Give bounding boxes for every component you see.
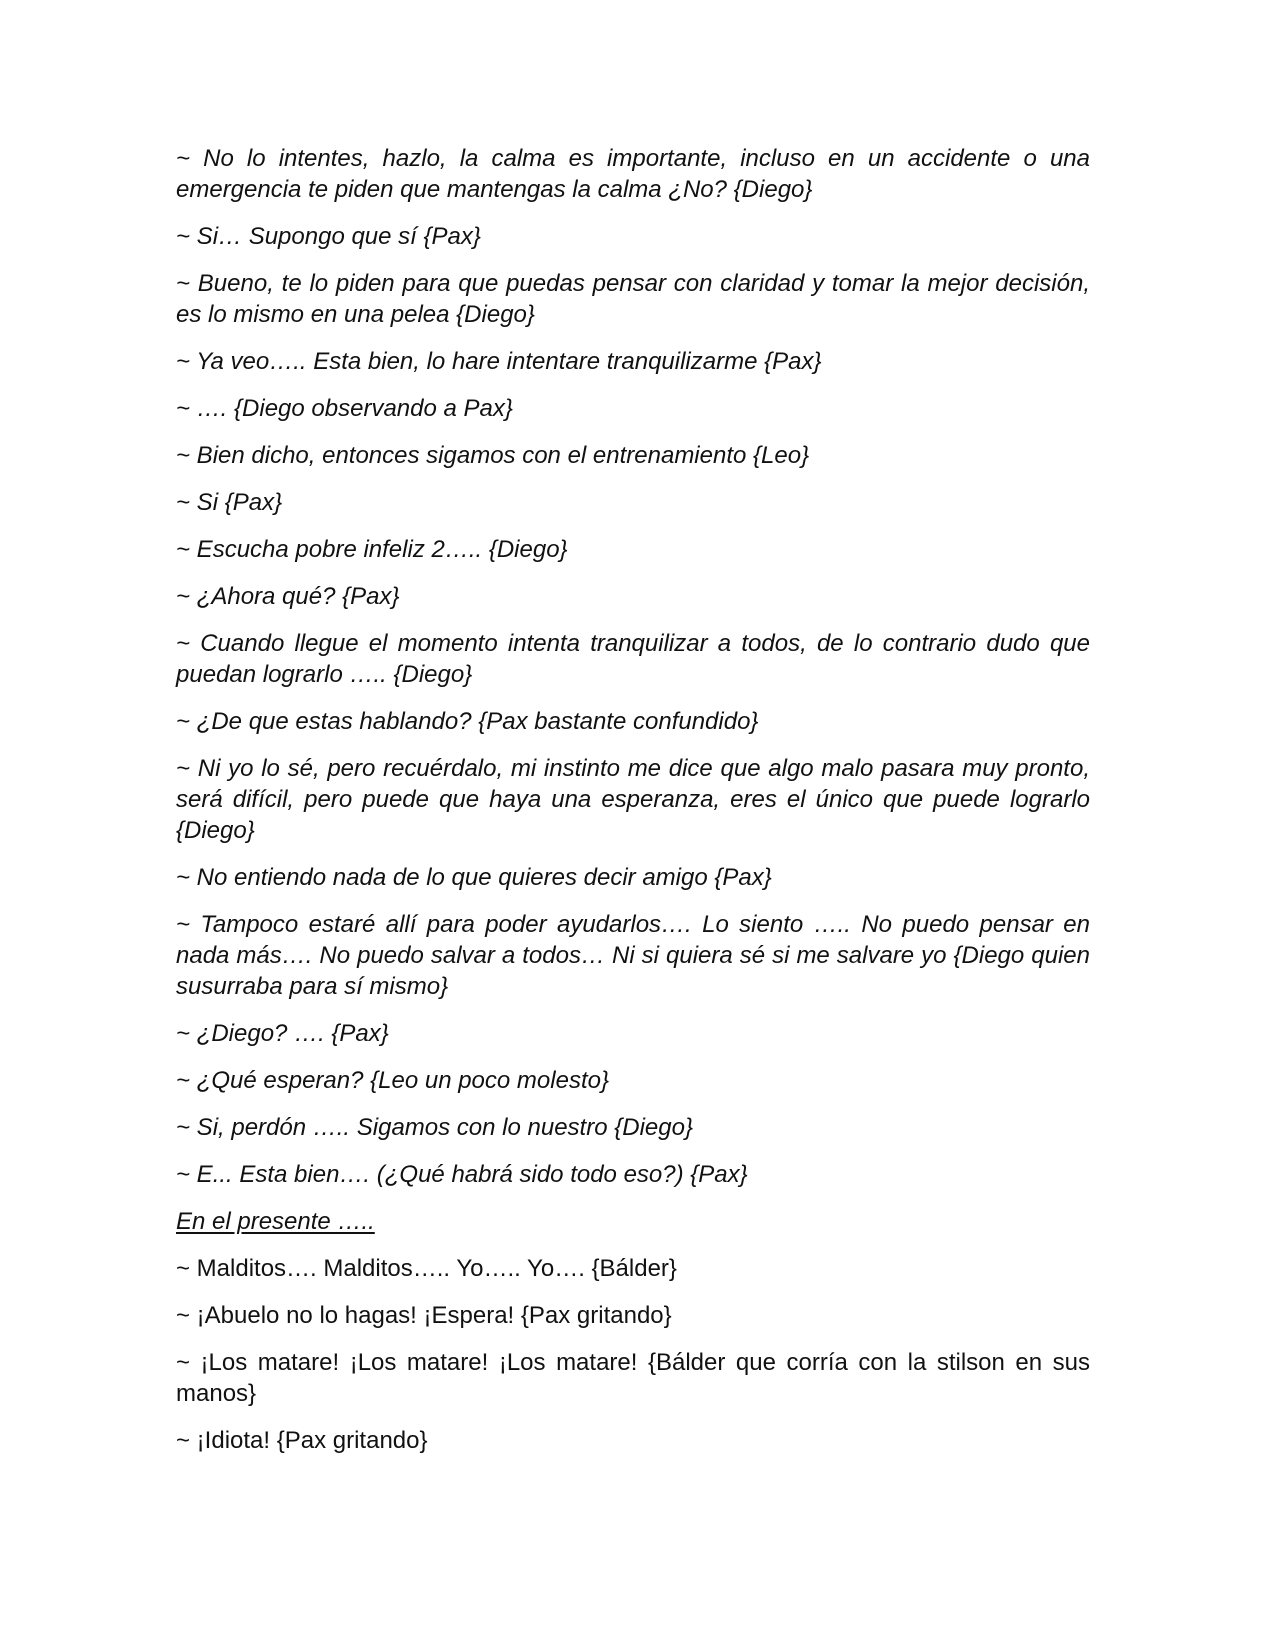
dialogue-line: ~ Si… Supongo que sí {Pax}	[176, 223, 481, 250]
dialogue-line: ~ Ni yo lo sé, pero recuérdalo, mi instinto me dice que algo malo pasara muy pronto, será difícil, pero puede que haya una esperanza, eres el único que puede lograrlo {Diego}	[176, 755, 1090, 844]
dialogue-line: ~ ¡Abuelo no lo hagas! ¡Espera! {Pax gritando}	[176, 1302, 672, 1329]
dialogue-line: ~ Bueno, te lo piden para que puedas pensar con claridad y tomar la mejor decisión, es lo mismo en una pelea {Diego}	[176, 270, 1090, 328]
dialogue-line: ~ No entiendo nada de lo que quieres decir amigo {Pax}	[176, 864, 772, 891]
document-body	[176, 143, 1090, 1472]
dialogue-line: ~ ¿Ahora qué? {Pax}	[176, 583, 400, 610]
dialogue-line: ~ E... Esta bien…. (¿Qué habrá sido todo eso?) {Pax}	[176, 1161, 748, 1188]
dialogue-line: ~ ¿Diego? …. {Pax}	[176, 1020, 389, 1047]
section-heading: En el presente …..	[176, 1208, 375, 1235]
dialogue-line: ~ ¡Los matare! ¡Los matare! ¡Los matare! {Bálder que corría con la stilson en sus manos}	[176, 1349, 1090, 1407]
dialogue-line: ~ Malditos…. Malditos….. Yo….. Yo…. {Bálder}	[176, 1255, 677, 1282]
dialogue-line: ~ Si {Pax}	[176, 489, 283, 516]
dialogue-line: ~ Si, perdón ….. Sigamos con lo nuestro {Diego}	[176, 1114, 693, 1141]
dialogue-line: ~ ¡Idiota! {Pax gritando}	[176, 1427, 428, 1454]
dialogue-line: ~ …. {Diego observando a Pax}	[176, 395, 513, 422]
dialogue-line: ~ Escucha pobre infeliz 2….. {Diego}	[176, 536, 568, 563]
dialogue-line: ~ ¿Qué esperan? {Leo un poco molesto}	[176, 1067, 609, 1094]
dialogue-line: ~ Cuando llegue el momento intenta tranquilizar a todos, de lo contrario dudo que puedan lograrlo ….. {Diego}	[176, 630, 1090, 688]
dialogue-line: ~ ¿De que estas hablando? {Pax bastante confundido}	[176, 708, 759, 735]
dialogue-line: ~ Ya veo….. Esta bien, lo hare intentare tranquilizarme {Pax}	[176, 348, 822, 375]
dialogue-line: ~ No lo intentes, hazlo, la calma es importante, incluso en un accidente o una emergencia te piden que mantengas la calma ¿No? {Diego}	[176, 145, 1090, 203]
dialogue-line: ~ Bien dicho, entonces sigamos con el entrenamiento {Leo}	[176, 442, 810, 469]
dialogue-line: ~ Tampoco estaré allí para poder ayudarlos…. Lo siento ….. No puedo pensar en nada más…. No puedo salvar a todos… Ni si quiera sé si me salvare yo {Diego quien susurraba para sí mismo}	[176, 911, 1090, 1000]
